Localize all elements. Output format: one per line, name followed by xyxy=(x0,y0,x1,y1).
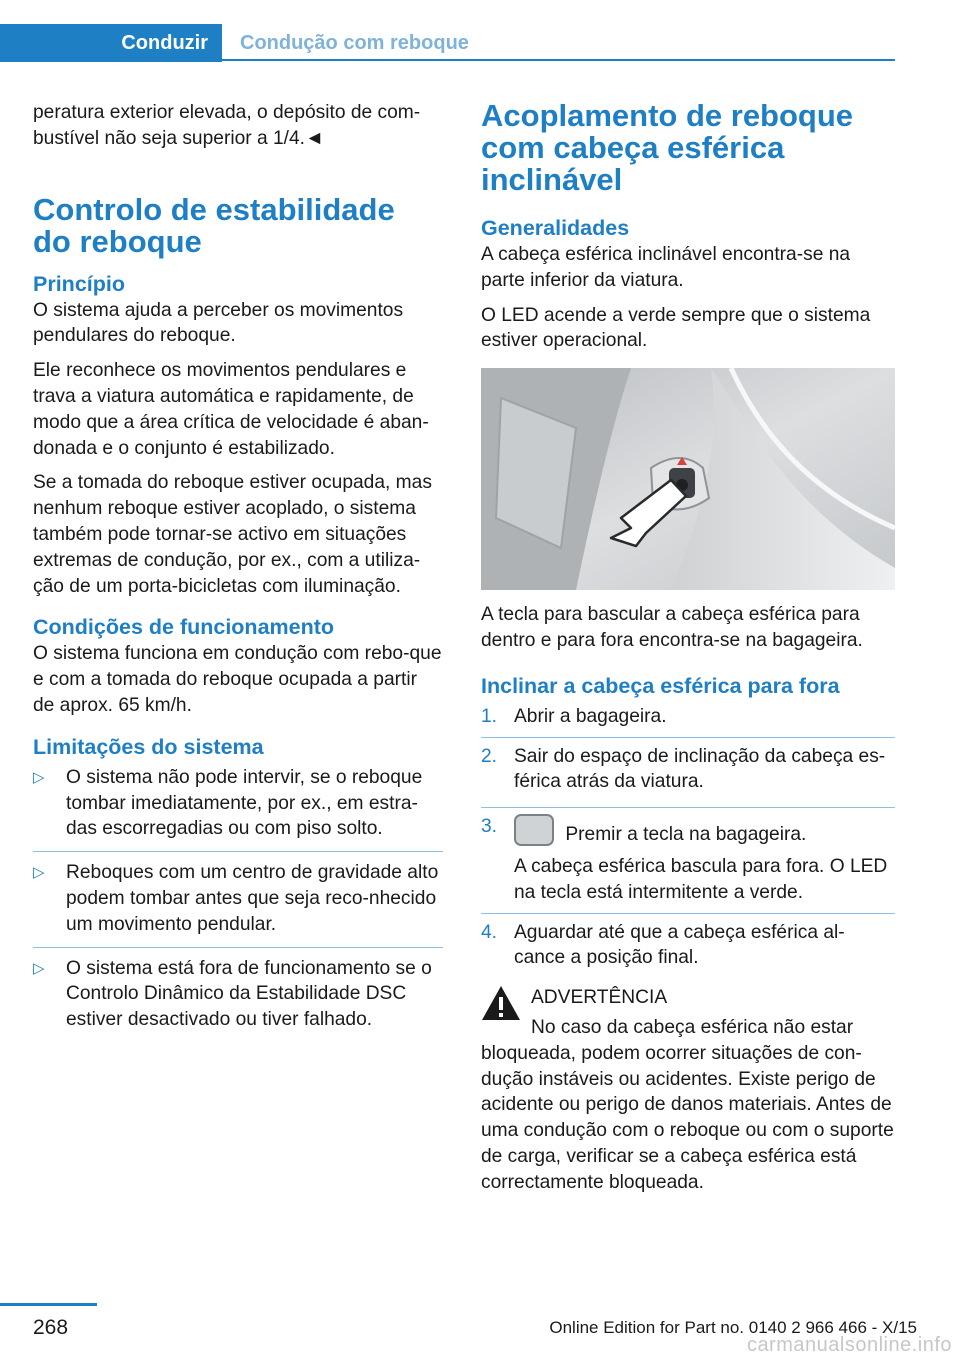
list-item-text: O sistema está fora de funcionamento se o Controlo Dinâmico da Estabilidade DSC estiver desactivado ou tiver falhado. xyxy=(66,957,432,1031)
warning-text: No caso da cabeça esférica não estar bloqueada, podem ocorrer situações de con-dução instáveis ou acidentes. Existe perigo de acidente ou perigo de danos materiais. Antes de uma condução com o reboque ou com o suporte de carga, verificar se a cabeça esférica está correctamente bloqueada. xyxy=(481,1016,894,1193)
hitch-title: Acoplamento de reboque com cabeça esférica inclinável xyxy=(481,98,854,197)
trunk-photo-illustration xyxy=(481,368,895,590)
step-divider xyxy=(481,807,895,808)
principle-paragraph-3: Se a tomada do reboque estiver ocupada, mas nenhum reboque estiver acoplado, o sistema também pode tornar-se activo em situações extremas de condução, por ex., com a utiliza-ção de um porta-bicicletas com iluminação. xyxy=(33,472,432,597)
step-text: Abrir a bagageira. xyxy=(514,705,667,727)
watermark-text: carmanualsonline.info xyxy=(746,1334,952,1356)
conditions-paragraph: O sistema funciona em condução com rebo-que e com a tomada do reboque ocupada a partir de aprox. 65 km/h. xyxy=(33,643,442,716)
step-number: 4. xyxy=(481,921,498,943)
step-text: Premir a tecla na bagageira. xyxy=(565,824,807,846)
photo-caption: A tecla para bascular a cabeça esférica para dentro e para fora encontra-se na bagageira. xyxy=(481,604,863,651)
list-item xyxy=(33,860,443,937)
step-item xyxy=(481,704,895,730)
triangle-bullet-icon: ▷ xyxy=(33,959,45,977)
step-number: 2. xyxy=(481,745,498,767)
principle-paragraph-1: O sistema ajuda a perceber os movimentos pendulares do reboque. xyxy=(33,299,404,347)
left-column xyxy=(33,100,443,1033)
step-text: Aguardar até que a cabeça esférica al-cance a posição final. xyxy=(514,921,845,969)
step-item xyxy=(481,920,895,972)
step-divider xyxy=(481,913,895,914)
right-column xyxy=(481,100,895,1205)
list-divider xyxy=(33,947,443,948)
principle-heading: Princípio xyxy=(33,271,125,296)
step-text: Sair do espaço de inclinação da cabeça es-férica atrás da viatura. xyxy=(514,745,886,793)
warning-triangle-icon xyxy=(481,985,521,1021)
list-item-text: O sistema não pode intervir, se o reboque tombar imediatamente, por ex., em estra-das escorregadias ou com piso solto. xyxy=(66,766,423,840)
limits-heading: Limitações do sistema xyxy=(33,734,264,759)
page-number: 268 xyxy=(33,1316,69,1339)
trailer-hitch-button-icon xyxy=(514,814,554,846)
step-number: 1. xyxy=(481,705,498,727)
list-item-text: Reboques com um centro de gravidade alto podem tombar antes que seja reco-nhecido um movimento pendular. xyxy=(66,862,439,935)
running-header xyxy=(0,24,895,62)
triangle-bullet-icon: ▷ xyxy=(33,768,45,786)
principle-paragraph-2: Ele reconhece os movimentos pendulares e trava a viatura automática e rapidamente, de modo que a área crítica de velocidade é aban-donada e o conjunto é estabilizado. xyxy=(33,360,429,459)
tilt-steps xyxy=(481,704,895,971)
triangle-bullet-icon: ▷ xyxy=(33,864,45,882)
stability-title: Controlo de estabilidade do reboque xyxy=(33,191,395,259)
subsection-tab: Condução com reboque xyxy=(240,32,469,54)
warning-block xyxy=(481,985,895,1195)
general-paragraph-1: A cabeça esférica inclinável encontra-se na parte inferior da viatura. xyxy=(481,244,851,291)
list-divider xyxy=(33,851,443,852)
step-divider xyxy=(481,737,895,738)
edition-note: Online Edition for Part no. 0140 2 966 466 - X/15 xyxy=(549,1318,917,1337)
conditions-heading: Condições de funcionamento xyxy=(33,615,335,640)
step-extra-text: A cabeça esférica bascula para fora. O LED na tecla está intermitente a verde. xyxy=(514,855,888,903)
warning-title: ADVERTÊNCIA xyxy=(531,987,668,1009)
list-item xyxy=(33,956,443,1033)
list-item xyxy=(33,765,443,842)
intro-text: peratura exterior elevada, o depósito de com-bustível não seja superior a 1/4.◄ xyxy=(33,102,421,149)
step-item xyxy=(481,744,895,796)
tilt-heading: Inclinar a cabeça esférica para fora xyxy=(481,673,840,698)
footer-rule xyxy=(0,1303,97,1306)
general-heading: Generalidades xyxy=(481,216,630,240)
general-paragraph-2: O LED acende a verde sempre que o sistema estiver operacional. xyxy=(481,304,871,352)
limits-list xyxy=(33,765,443,1033)
step-number: 3. xyxy=(481,816,498,838)
trunk-button-photo xyxy=(481,368,895,590)
step-item xyxy=(481,814,895,905)
section-tab: Conduzir xyxy=(0,24,222,62)
